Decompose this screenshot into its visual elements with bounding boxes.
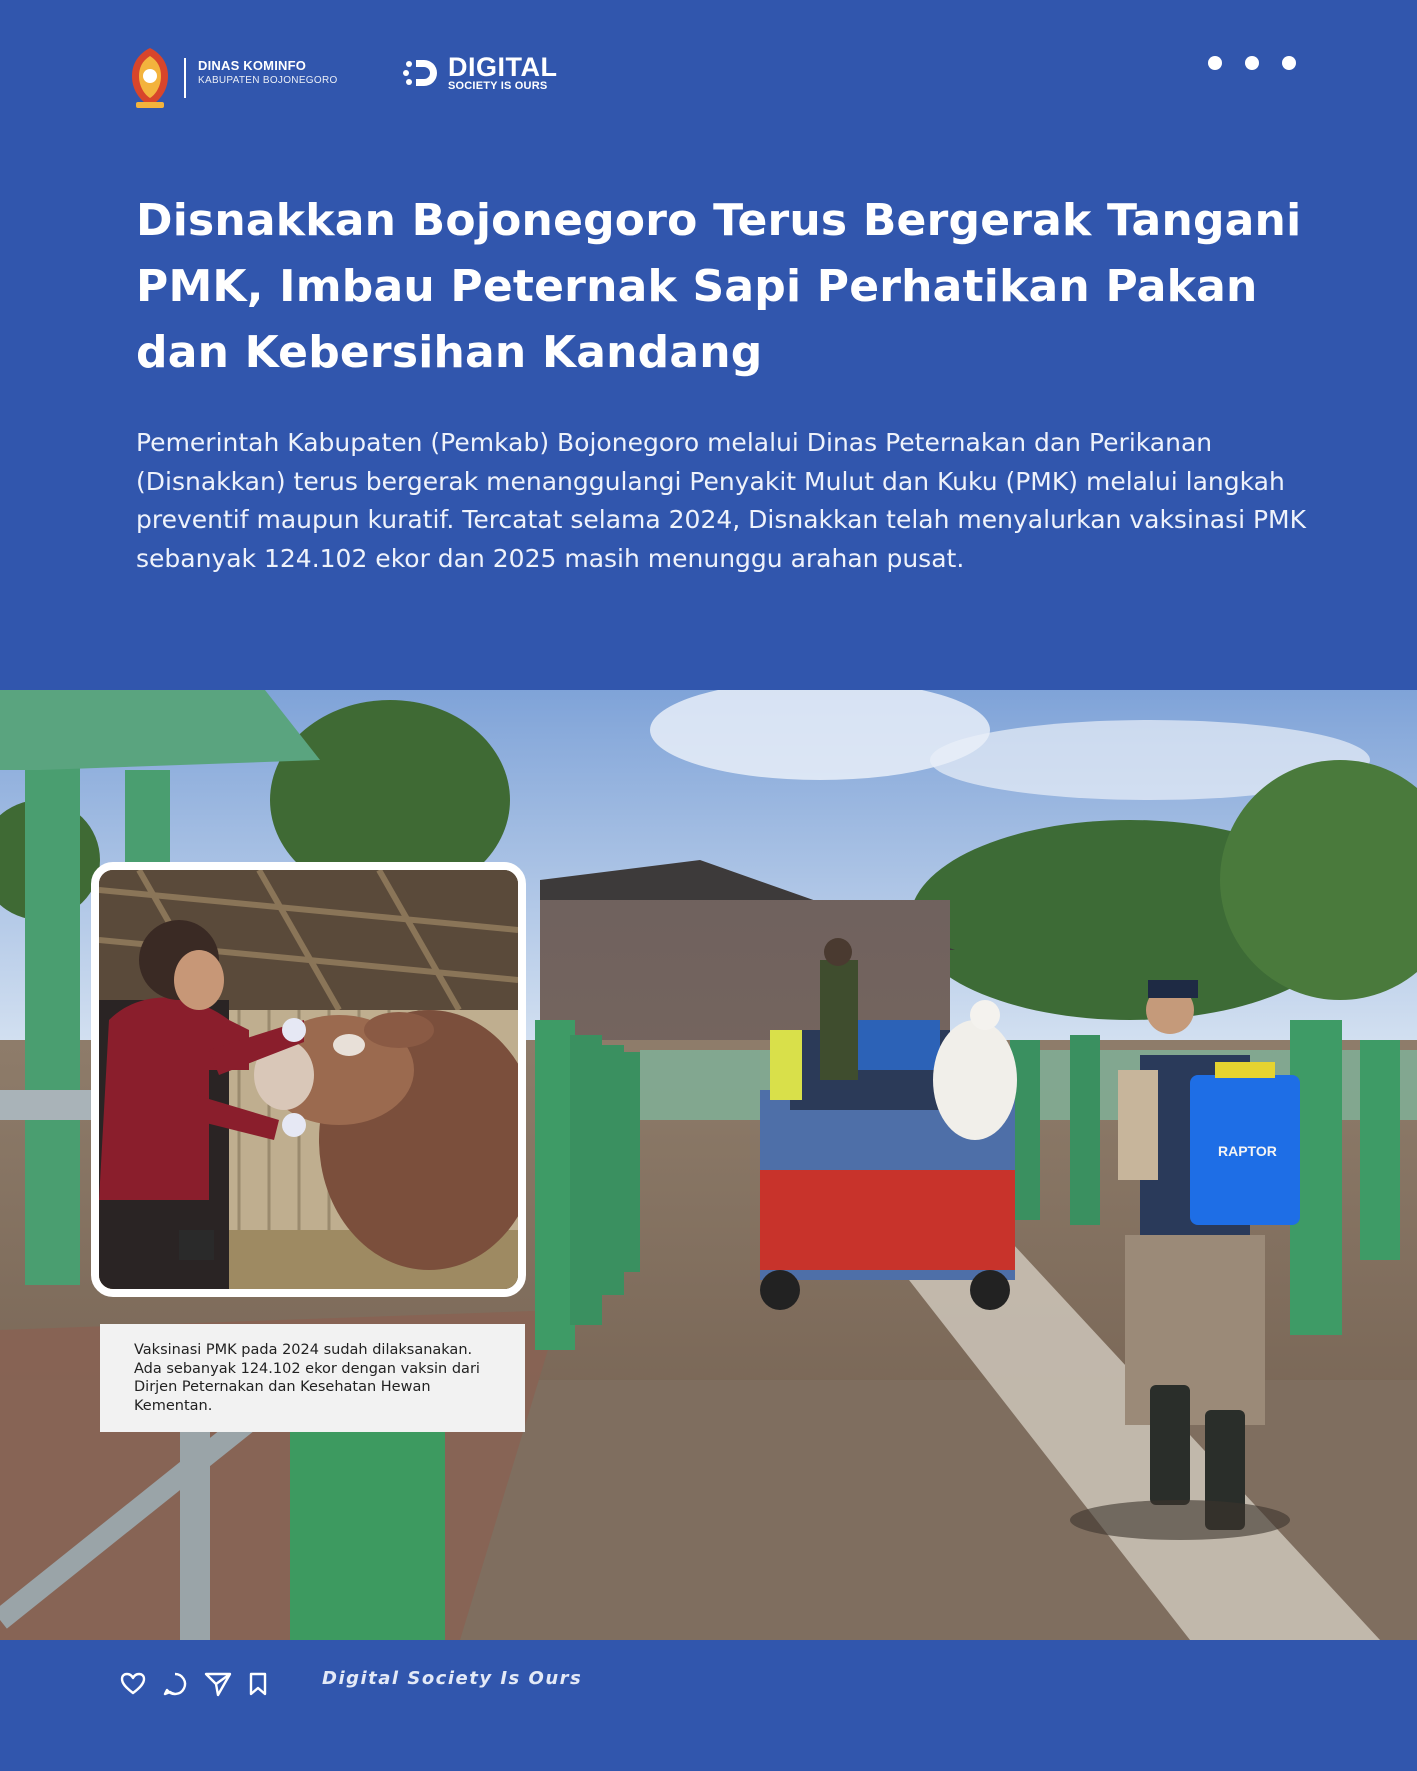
footer-tagline: Digital Society Is Ours (322, 1668, 583, 1689)
menu-dot (1208, 56, 1222, 70)
inset-photo (91, 862, 526, 1297)
brand-subtitle: SOCIETY IS OURS (448, 80, 548, 92)
more-options-icon[interactable] (1208, 56, 1296, 70)
sprayer-label: RAPTOR (1218, 1143, 1277, 1159)
action-icons (120, 1671, 268, 1697)
digital-society-d-icon (402, 52, 444, 94)
heart-icon[interactable] (120, 1672, 146, 1696)
bojonegoro-emblem-icon (128, 46, 172, 112)
org-region: KABUPATEN BOJONEGORO (198, 75, 338, 86)
menu-dot (1282, 56, 1296, 70)
brand-title: DIGITAL (448, 52, 558, 82)
photo-caption: Vaksinasi PMK pada 2024 sudah dilaksanakan. Ada sebanyak 124.102 ekor dengan vaksin dari Dirjen Peternakan dan Kesehatan Hewan Kementan. (100, 1324, 525, 1432)
cow-vaccination-scene (99, 870, 518, 1289)
comment-icon[interactable] (162, 1671, 188, 1697)
kominfo-logo (184, 58, 338, 98)
bookmark-icon[interactable] (248, 1672, 268, 1696)
send-icon[interactable] (204, 1671, 232, 1697)
digital-society-logo (402, 52, 557, 94)
footer (0, 1640, 1417, 1771)
article-summary: Pemerintah Kabupaten (Pemkab) Bojonegoro melalui Dinas Peternakan dan Perikanan (Disnakkan) terus bergerak menanggulangi Penyakit Mulut dan Kuku (PMK) melalui langkah preventif maupun kuratif. Tercatat selama 2024, Disnakkan telah menyalurkan vaksinasi PMK sebanyak 124.102 ekor dan 2025 masih menunggu arahan pusat. (136, 428, 1307, 573)
menu-dot (1245, 56, 1259, 70)
header (0, 0, 1417, 150)
article-title: Disnakkan Bojonegoro Terus Bergerak Tangani PMK, Imbau Peternak Sapi Perhatikan Pakan dan Kebersihan Kandang (136, 195, 1302, 378)
org-name: DINAS KOMINFO (198, 58, 307, 73)
